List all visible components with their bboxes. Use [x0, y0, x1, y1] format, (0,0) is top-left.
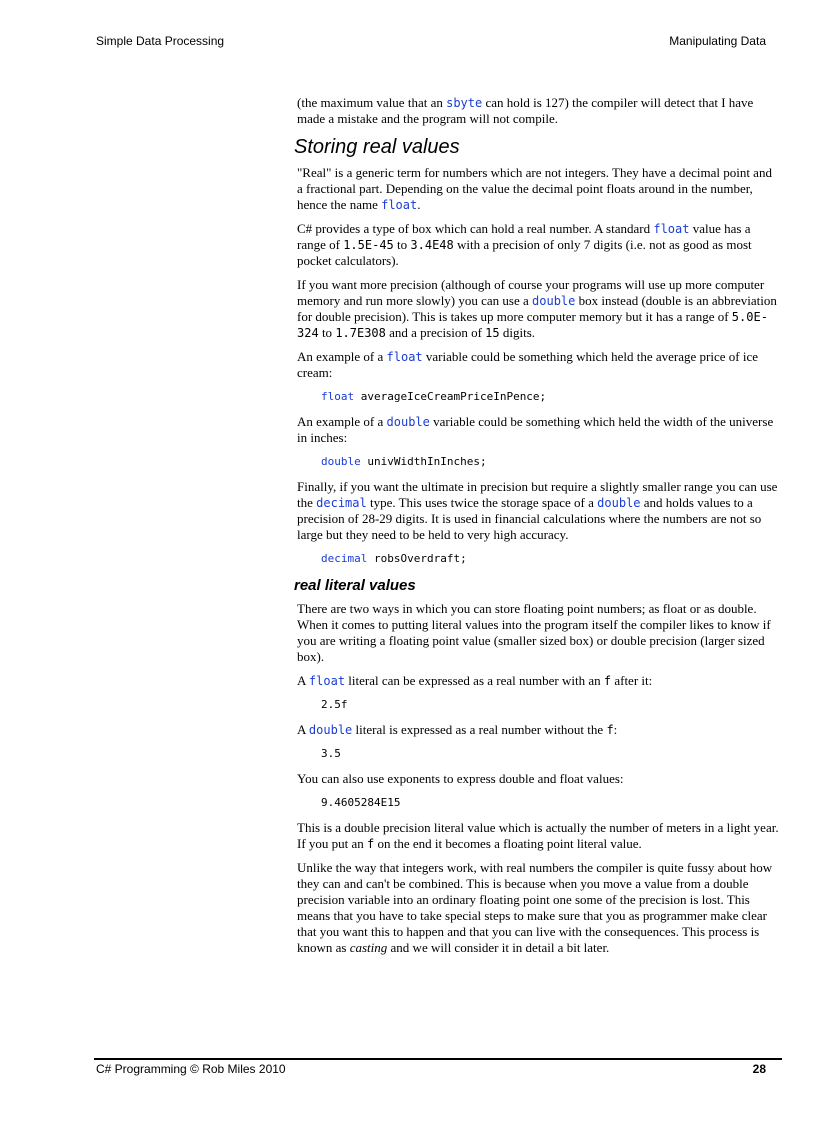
- section-paragraph-1: "Real" is a generic term for numbers which are not integers. They have a decimal point and a fractional part. Depending on the value the decimal point floats around in the number, hence the name float.: [297, 165, 772, 212]
- section-paragraph-3: If you want more precision (although of course your programs will use up more computer memory and run more slowly) you can use a double box instead (double is an abbreviation for double precision). This is takes up more computer memory but it has a range of 5.0E-324 to 1.7E308 and a precision of 15 digits.: [297, 277, 777, 340]
- page-body: [294, 95, 779, 964]
- running-header-left: Simple Data Processing: [96, 34, 225, 48]
- keyword-float: float: [653, 222, 690, 236]
- running-header-right: Manipulating Data: [669, 34, 766, 48]
- intro-paragraph: (the maximum value that an sbyte can hold is 127) the compiler will detect that I have made a mistake and the program will not compile.: [297, 95, 754, 126]
- subsection-paragraph-2: A float literal can be expressed as a real number with an f after it:: [297, 673, 653, 688]
- code-literal-double: 3.5: [321, 747, 341, 760]
- keyword-double: double: [597, 496, 641, 510]
- precision-value: 15: [485, 326, 500, 340]
- section-paragraph-6: Finally, if you want the ultimate in precision but require a slightly smaller range you can use the decimal type. This uses twice the storage space of a double and holds values to a precision of 28-29 digits. It is used in financial calculations where the numbers are not so large but they need to be held to very high accuracy.: [297, 479, 778, 542]
- subsection-paragraph-1: There are two ways in which you can store floating point numbers; as float or as double. When it comes to putting literal values into the program itself the compiler likes to know if you are writing a floating point value (smaller sized box) or double precision (larger sized box).: [297, 601, 771, 664]
- keyword-float: float: [308, 674, 346, 688]
- suffix-f: f: [603, 674, 612, 688]
- keyword-float: float: [381, 198, 418, 212]
- section-paragraph-4: An example of a float variable could be something which held the average price of ice cream:: [297, 349, 758, 380]
- range-max-value: 3.4E48: [410, 238, 454, 252]
- footer-rule: [94, 1058, 782, 1060]
- section-paragraph-2: C# provides a type of box which can hold a real number. A standard float value has a range of 1.5E-45 to 3.4E48 with a precision of only 7 digits (i.e. not as good as most pocket calculators).: [297, 221, 752, 268]
- suffix-f: f: [606, 723, 614, 737]
- subsection-heading: real literal values: [294, 577, 416, 594]
- term-casting: casting: [349, 940, 388, 955]
- code-example-decimal: decimal robsOverdraft;: [321, 552, 467, 565]
- subsection-paragraph-3: A double literal is expressed as a real number without the f:: [297, 722, 618, 737]
- code-example-float: float averageIceCreamPriceInPence;: [321, 390, 547, 403]
- subsection-paragraph-6: Unlike the way that integers work, with real numbers the compiler is quite fussy about how they can and can't be combined. This is because when you move a value from a double precision variable into an ordinary floating point one some of the precision is lost. This means that you have to take special steps to make sure that you as programmer make clear that you want this to happen and that you can live with the consequences. This process is known as casting and we will consider it in detail a bit later.: [297, 860, 773, 955]
- range-max-value: 1.7E308: [335, 326, 386, 340]
- suffix-f: f: [367, 837, 375, 851]
- section-paragraph-5: An example of a double variable could be something which held the width of the universe in inches:: [297, 414, 774, 445]
- page-number: 28: [752, 1062, 766, 1076]
- subsection-paragraph-5: This is a double precision literal value which is actually the number of meters in a light year. If you put an f on the end it becomes a floating point literal value.: [297, 820, 779, 851]
- keyword-decimal: decimal: [316, 496, 367, 510]
- subsection-paragraph-4: You can also use exponents to express double and float values:: [297, 771, 624, 786]
- keyword-double: double: [532, 294, 576, 308]
- keyword-double: double: [308, 723, 353, 737]
- keyword-sbyte: sbyte: [446, 96, 483, 110]
- keyword-float: float: [386, 350, 423, 364]
- code-literal-float: 2.5f: [321, 698, 348, 711]
- range-min-value: 5.0E-324: [297, 310, 768, 340]
- footer-copyright: C# Programming © Rob Miles 2010: [96, 1062, 286, 1076]
- range-min-value: 1.5E-45: [343, 238, 394, 252]
- keyword-double: double: [386, 415, 430, 429]
- section-heading: Storing real values: [294, 136, 460, 158]
- code-literal-exponent: 9.4605284E15: [321, 796, 401, 809]
- code-example-double: double univWidthInInches;: [321, 455, 487, 468]
